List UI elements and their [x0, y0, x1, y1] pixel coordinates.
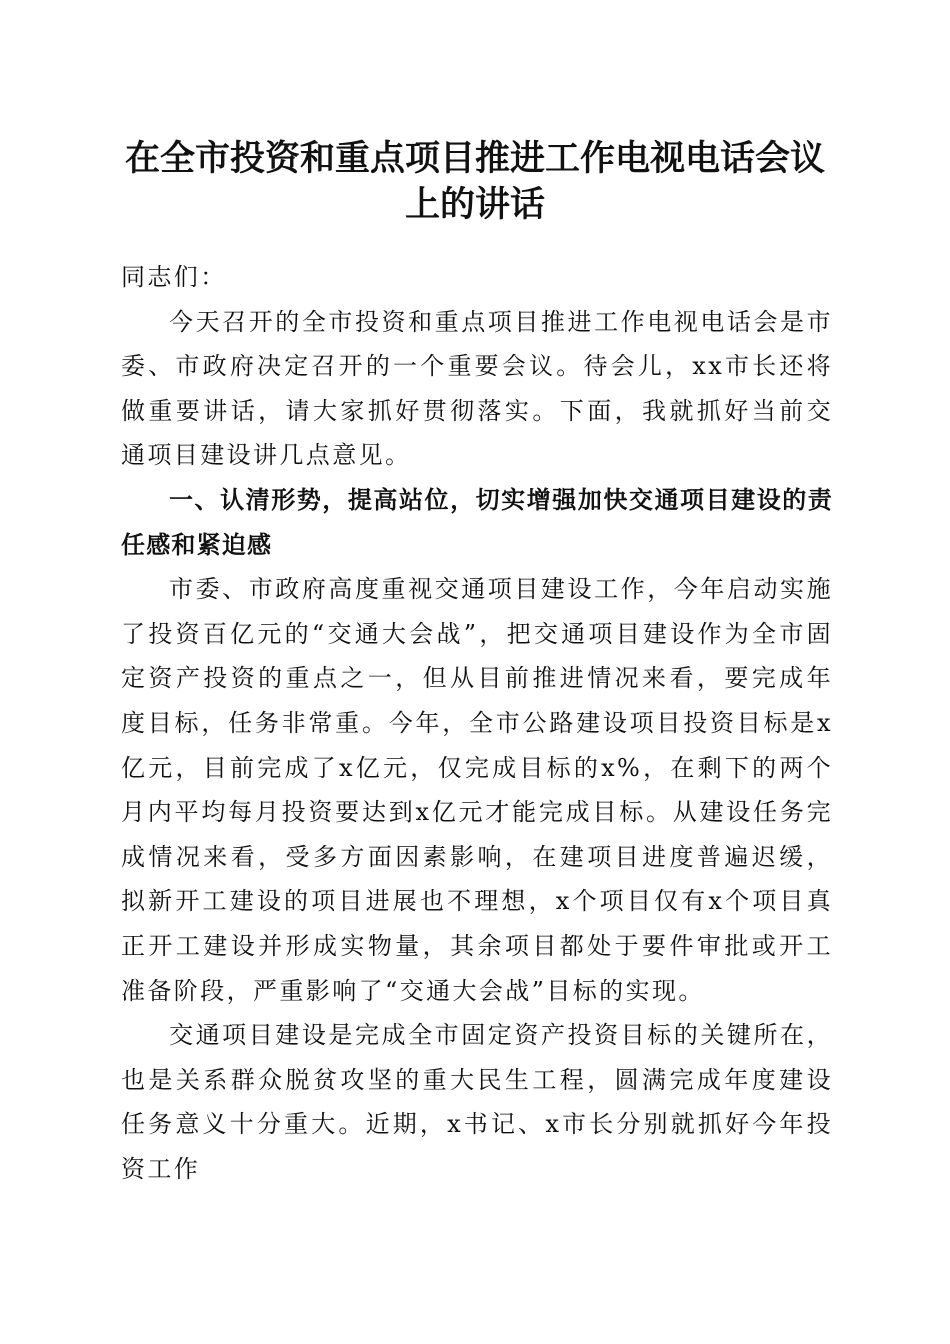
- paragraph-situation: 市委、市政府高度重视交通项目建设工作，今年启动实施了投资百亿元的“交通大会战”，把交通项目建设作为全市固定资产投资的重点之一，但从目前推进情况来看，要完成年度目标，任务非常重。今年，全市公路建设项目投资目标是x亿元，目前完成了x亿元，仅完成目标的x%，在剩下的两个月内平均每月投资要达到x亿元才能完成目标。从建设任务完成情况来看，受多方面因素影响，在建项目进度普遍迟缓，拟新开工建设的项目进展也不理想，x个项目仅有x个项目真正开工建设并形成实物量，其余项目都处于要件审批或开工准备阶段，严重影响了“交通大会战”目标的实现。: [121, 575, 833, 1005]
- section-heading-1: 一、认清形势，提高站位，切实增强加快交通项目建设的责任感和紧迫感: [121, 485, 833, 559]
- document-title: [100, 136, 850, 228]
- paragraph-intro: 今天召开的全市投资和重点项目推进工作电视电话会是市委、市政府决定召开的一个重要会议。待会儿，xx市长还将做重要讲话，请大家抓好贯彻落实。下面，我就抓好当前交通项目建设讲几点意见。: [121, 307, 833, 470]
- title-line-2: 上的讲话: [404, 184, 545, 225]
- title-line-1: 在全市投资和重点项目推进工作电视电话会议: [124, 138, 825, 179]
- paragraph-significance: 交通项目建设是完成全市固定资产投资目标的关键所在，也是关系群众脱贫攻坚的重大民生工程，圆满完成年度建设任务意义十分重大。近期，x书记、x市长分别就抓好今年投资工作: [121, 1021, 833, 1183]
- document-body: [121, 255, 833, 1191]
- salutation: 同志们：: [121, 263, 227, 291]
